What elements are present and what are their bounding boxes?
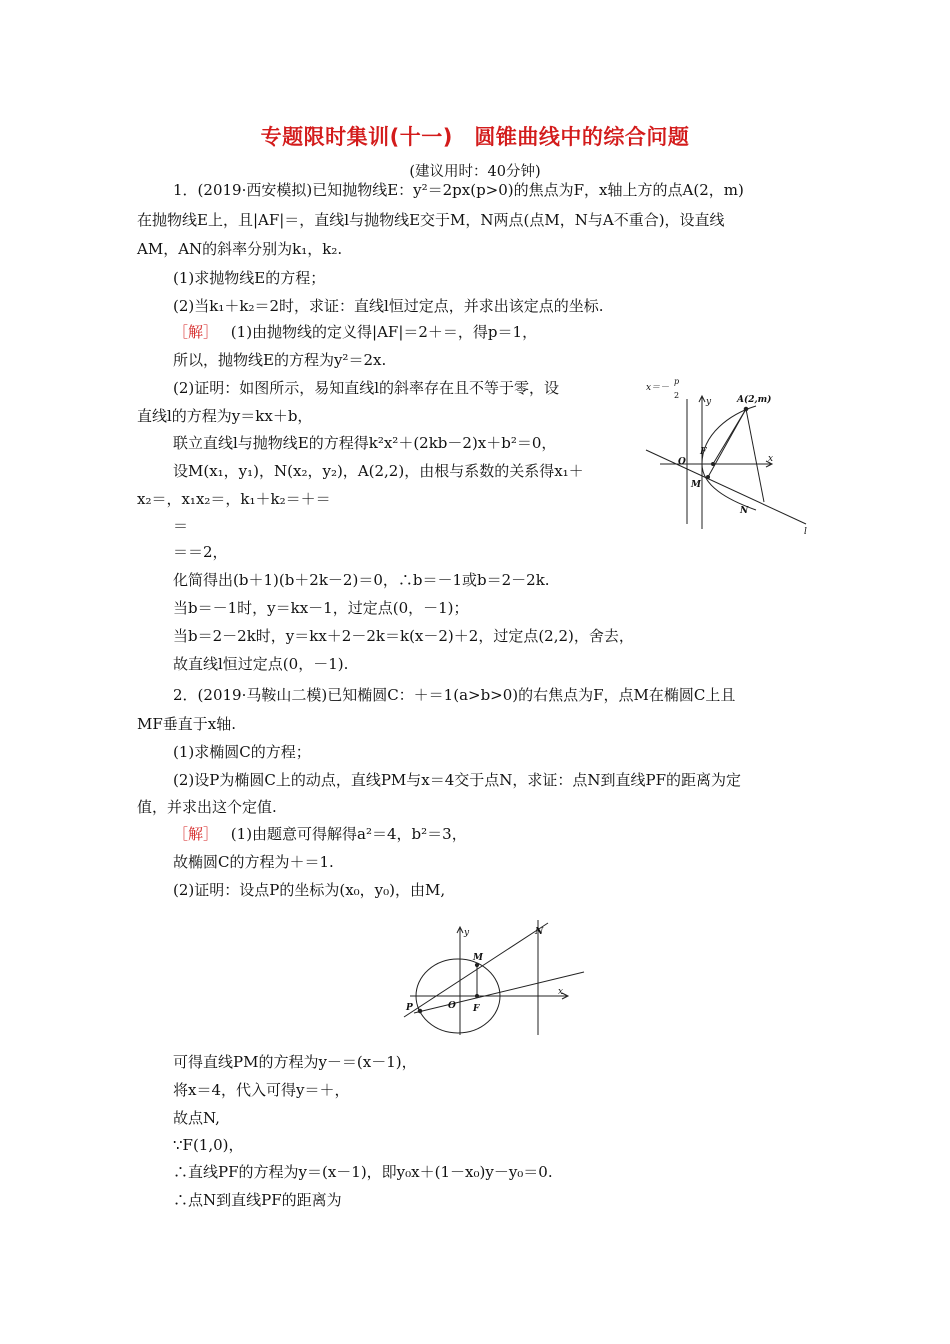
parabola-curve <box>702 406 756 510</box>
point-M <box>707 476 710 479</box>
solution2-line: 可得直线PM的方程为y－＝(x－1)， <box>173 1053 417 1071</box>
problem1-line: 1．(2019·西安模拟)已知抛物线E：y²＝2px(p>0)的焦点为F，x轴上方的点A(2，m) <box>173 181 744 199</box>
problem1-line: AM，AN的斜率分别为k₁，k₂. <box>137 240 343 258</box>
page-title: 专题限时集训(十一) 圆锥曲线中的综合问题 <box>260 125 690 149</box>
page-subtitle: (建议用时：40分钟) <box>409 164 541 180</box>
problem1-line: 在抛物线E上，且|AF|＝，直线l与抛物线E交于M，N两点(点M，N与A不重合)，设直线 <box>137 211 725 229</box>
solution1-line: 直线l的方程为y＝kx＋b， <box>137 407 313 425</box>
point-P <box>418 1009 422 1013</box>
solution2-line: ∴点N到直线PF的距离为 <box>173 1191 342 1209</box>
problem1-line: (1)求抛物线E的方程； <box>173 269 326 287</box>
problem2-line: 2．(2019·马鞍山二模)已知椭圆C：＋＝1(a>b>0)的右焦点为F，点M在椭圆C上且 <box>173 686 736 704</box>
parabola-figure <box>640 374 820 544</box>
solution1-line: 所以，抛物线E的方程为y²＝2x. <box>173 351 387 369</box>
point-A <box>744 407 748 411</box>
line-AN <box>746 409 764 502</box>
problem2-line: (2)设P为椭圆C上的动点，直线PM与x＝4交于点N，求证：点N到直线PF的距离为定 <box>173 771 742 789</box>
problem1-line: (2)当k₁＋k₂＝2时，求证：直线l恒过定点，并求出该定点的坐标. <box>173 297 604 315</box>
l-label: l <box>804 527 807 537</box>
solution2-line: 故椭圆C的方程为＋＝1. <box>173 853 334 871</box>
solution2-line: ∵F(1,0)， <box>173 1136 244 1154</box>
solution1-line: ＝ <box>173 517 189 535</box>
line-AF <box>713 409 746 464</box>
F-label: F <box>473 1004 480 1014</box>
N-label: N <box>740 506 749 516</box>
ellipse-figure <box>400 915 590 1040</box>
solution1-line: 化简得出(b＋1)(b＋2k－2)＝0，∴b＝－1或b＝2－2k. <box>173 571 550 589</box>
solution2-line: ∴直线PF的方程为y＝(x－1)，即y₀x＋(1－x₀)y－y₀＝0. <box>173 1163 553 1181</box>
solution2-first-line <box>173 824 467 844</box>
point-F <box>475 994 478 997</box>
solution1-line: ＝＝2， <box>173 543 228 561</box>
solution2-line: 将x＝4，代入可得y＝＋， <box>173 1081 350 1099</box>
solution1-line: 故直线l恒过定点(0，－1). <box>173 655 349 673</box>
solution2-line: (2)证明：设点P的坐标为(x₀，y₀)，由M, <box>173 881 446 899</box>
y-label: y <box>464 928 470 938</box>
solution1-line: (2)证明：如图所示，易知直线l的斜率存在且不等于零，设 <box>173 379 560 397</box>
problem2-line: MF垂直于x轴. <box>137 715 236 733</box>
point-M <box>475 963 478 966</box>
M-label: M <box>691 480 701 490</box>
solution2-line: (1)由题意可得解得a²＝4，b²＝3， <box>230 825 467 843</box>
solution1-line: (1)由抛物线的定义得|AF|＝2＋＝，得p＝1， <box>230 323 538 341</box>
solution1-line: 当b＝－1时，y＝kx－1，过定点(0，－1)； <box>173 599 469 617</box>
O-label: O <box>448 1001 456 1011</box>
problem2-line: 值，并求出这个定值. <box>137 798 277 816</box>
point-F <box>712 463 715 466</box>
F-label: F <box>700 447 707 457</box>
p-label: p <box>674 377 680 386</box>
A-label: A(2,m) <box>737 395 772 405</box>
solution1-line: x₂＝，x₁x₂＝，k₁＋k₂＝＋＝ <box>137 490 331 508</box>
M-label: M <box>473 953 483 963</box>
solution1-line: 当b＝2－2k时，y＝kx＋2－2k＝k(x－2)＋2，过定点(2,2)，舍去， <box>173 627 634 645</box>
N-label: N <box>535 927 544 937</box>
line-PM <box>404 923 548 1017</box>
O-label: O <box>678 457 686 467</box>
solution1-line: 设M(x₁，y₁)，N(x₂，y₂)，A(2,2)，由根与系数的关系得x₁＋ <box>173 462 584 480</box>
x-label: x <box>558 987 564 997</box>
y-label: y <box>706 397 712 407</box>
solution-tag: ［解］ <box>173 323 219 341</box>
line-l <box>646 450 806 524</box>
solution1-first-line <box>173 322 537 342</box>
solution2-line: 故点N, <box>173 1109 220 1127</box>
P-label: P <box>406 1003 413 1013</box>
solution-tag: ［解］ <box>173 825 219 843</box>
x-label: x <box>768 454 774 464</box>
two-label: 2 <box>674 391 680 400</box>
problem2-line: (1)求椭圆C的方程； <box>173 743 311 761</box>
directrix-label: x＝－ <box>646 383 670 393</box>
solution1-line: 联立直线l与抛物线E的方程得k²x²＋(2kb－2)x＋b²＝0， <box>173 434 557 452</box>
